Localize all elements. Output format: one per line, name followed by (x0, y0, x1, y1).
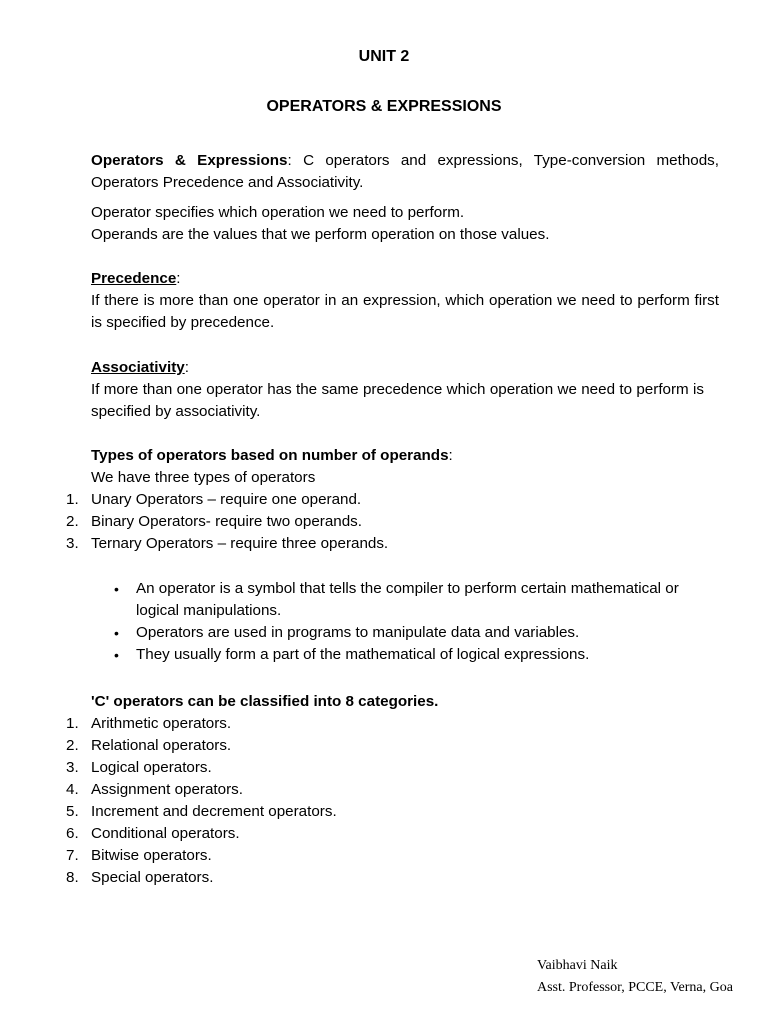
intro-paragraph (91, 150, 719, 194)
bullet-section (91, 578, 719, 666)
operator-definition: Operator specifies which operation we need to perform. (91, 204, 465, 221)
list-number: 5. (66, 803, 79, 820)
author-name: Vaibhavi Naik (537, 958, 618, 973)
list-text: Ternary Operators – require three operands. (91, 535, 389, 552)
intro-label: Operators & Expressions (91, 152, 288, 169)
bullet-item (91, 578, 719, 622)
page-title: OPERATORS & EXPRESSIONS (266, 98, 502, 115)
bullet-icon: • (114, 625, 119, 641)
types-colon: : (448, 447, 453, 464)
list-number: 2. (66, 737, 79, 754)
types-label: Types of operators based on number of operands (91, 447, 449, 464)
definitions (91, 202, 719, 246)
types-list (46, 489, 719, 555)
list-item (46, 823, 719, 845)
list-item (46, 801, 719, 823)
list-text: Special operators. (91, 869, 214, 886)
intro-text: C operators and expressions, Type-conversion methods, Operators Precedence and Associativity. (91, 152, 719, 191)
list-item (46, 489, 719, 511)
bullet-list (91, 578, 719, 666)
list-number: 3. (66, 535, 79, 552)
bullet-icon: • (114, 581, 119, 597)
list-text: Unary Operators – require one operand. (91, 491, 362, 508)
author-signature (537, 955, 733, 999)
list-number: 3. (66, 759, 79, 776)
list-item (46, 867, 719, 889)
associativity-heading (91, 357, 719, 379)
bullet-text: They usually form a part of the mathematical of logical expressions. (136, 646, 590, 663)
precedence-section (91, 268, 719, 334)
list-item (46, 779, 719, 801)
bullet-item (91, 622, 719, 644)
types-heading (91, 445, 719, 467)
categories-list (46, 713, 719, 889)
list-text: Binary Operators- require two operands. (91, 513, 362, 530)
list-text: Logical operators. (91, 759, 212, 776)
types-section (66, 445, 719, 555)
categories-section (66, 691, 719, 889)
list-text: Conditional operators. (91, 825, 240, 842)
list-item (46, 735, 719, 757)
list-number: 4. (66, 781, 79, 798)
list-number: 1. (66, 491, 79, 508)
bullet-icon: • (114, 647, 119, 663)
author-position: Asst. Professor, PCCE, Verna, Goa (537, 980, 733, 995)
list-item (46, 713, 719, 735)
precedence-text: If there is more than one operator in an expression, which operation we need to perform first is specified by precedence. (91, 292, 719, 331)
associativity-colon: : (184, 359, 189, 376)
list-number: 7. (66, 847, 79, 864)
types-intro: We have three types of operators (91, 469, 316, 486)
precedence-label: Precedence (91, 270, 177, 287)
associativity-text: If more than one operator has the same precedence which operation we need to perform is specified by associativity. (91, 381, 704, 420)
precedence-colon: : (176, 270, 181, 287)
list-number: 1. (66, 715, 79, 732)
list-text: Increment and decrement operators. (91, 803, 337, 820)
precedence-heading (91, 268, 719, 290)
bullet-item (91, 644, 719, 666)
list-text: Relational operators. (91, 737, 232, 754)
list-item (46, 757, 719, 779)
list-item (46, 511, 719, 533)
operands-definition: Operands are the values that we perform operation on those values. (91, 226, 550, 243)
intro-colon: : (287, 152, 292, 169)
list-number: 2. (66, 513, 79, 530)
bullet-text: Operators are used in programs to manipulate data and variables. (136, 624, 580, 641)
list-item (46, 533, 719, 555)
list-number: 8. (66, 869, 79, 886)
categories-heading: 'C' operators can be classified into 8 categories. (91, 693, 439, 710)
list-number: 6. (66, 825, 79, 842)
list-item (46, 845, 719, 867)
list-text: Assignment operators. (91, 781, 243, 798)
associativity-label: Associativity (91, 359, 185, 376)
list-text: Bitwise operators. (91, 847, 212, 864)
associativity-section (91, 357, 719, 423)
bullet-text: An operator is a symbol that tells the compiler to perform certain mathematical or logical manipulations. (136, 580, 679, 619)
list-text: Arithmetic operators. (91, 715, 232, 732)
unit-heading: UNIT 2 (358, 48, 410, 65)
